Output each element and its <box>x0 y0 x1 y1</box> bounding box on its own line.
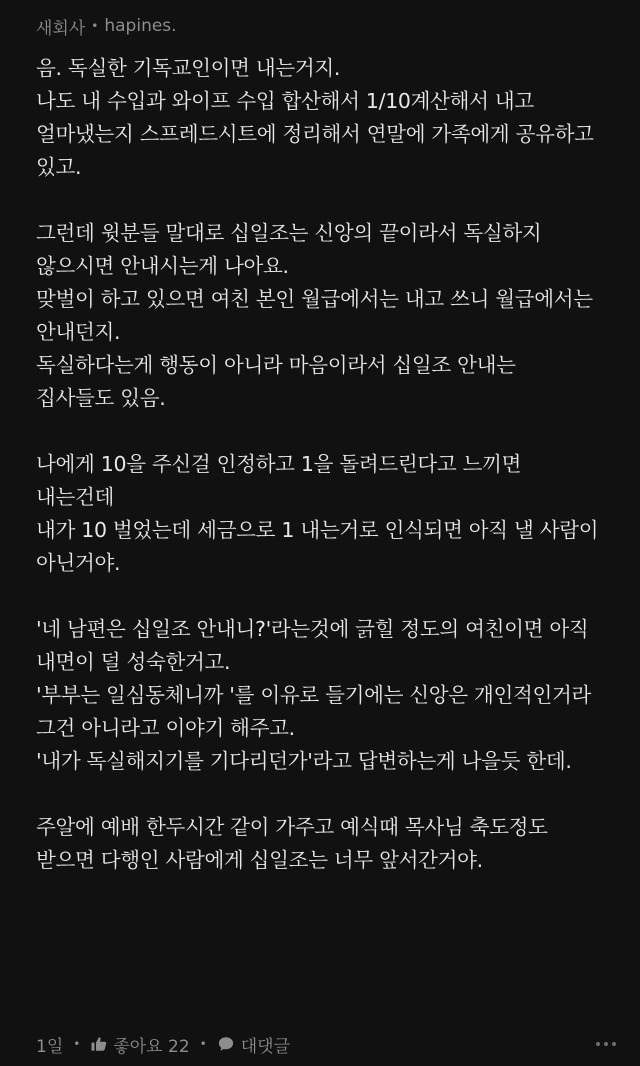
comment-line: 받으면 다행인 사람에게 십일조는 너무 앞서간거야. <box>36 848 483 872</box>
comment-line: '네 남편은 십일조 안내니?'라는것에 긁힐 정도의 여친이면 아직 <box>36 617 589 641</box>
comment-line: 그건 아니라고 이야기 해주고. <box>36 716 295 740</box>
comment-line: 맞벌이 하고 있으면 여친 본인 월급에서는 내고 쓰니 월급에서는 <box>36 287 593 311</box>
comment-line: 그런데 윗분들 말대로 십일조는 신앙의 끝이라서 독실하지 <box>36 221 542 245</box>
paragraph-gap <box>36 415 626 448</box>
comment-line: 나에게 10을 주신걸 인정하고 1을 돌려드린다고 느끼면 <box>36 452 522 476</box>
comment-line: 주알에 예배 한두시간 같이 가주고 예식때 목사님 축도정도 <box>36 815 548 839</box>
comment-line: 내는건데 <box>36 485 115 509</box>
author-company[interactable]: 새회사 <box>36 18 86 39</box>
author-name[interactable]: hapines. <box>104 16 177 36</box>
separator-dot: • <box>73 1037 81 1051</box>
thumbs-up-icon <box>90 1035 108 1053</box>
speech-bubble-icon <box>217 1035 235 1053</box>
dot <box>604 1042 608 1046</box>
comment-line: '내가 독실해지기를 기다리던가'라고 답변하는게 나을듯 한데. <box>36 749 572 773</box>
comment-line: 집사들도 있음. <box>36 386 166 410</box>
like-button[interactable] <box>90 1032 189 1057</box>
comment-line: 않으시면 안내시는게 나아요. <box>36 254 289 278</box>
dot <box>612 1042 616 1046</box>
comment-line: 안내던지. <box>36 320 121 344</box>
reply-label: 대댓글 <box>240 1036 290 1057</box>
reply-button[interactable] <box>217 1032 290 1057</box>
comment-body <box>36 52 626 877</box>
paragraph-gap <box>36 778 626 811</box>
dot <box>596 1042 600 1046</box>
separator-dot: • <box>91 19 99 33</box>
comment-line: '부부는 일심동체니까 '를 이유로 들기에는 신앙은 개인적인거라 <box>36 683 592 707</box>
comment-line: 음. 독실한 기독교인이면 내는거지. <box>36 56 341 80</box>
comment-line: 아닌거야. <box>36 551 121 575</box>
comment-line: 독실하다는게 행동이 아니라 마음이라서 십일조 안내는 <box>36 353 516 377</box>
comment-line: 내가 10 벌었는데 세금으로 1 내는거로 인식되면 아직 낼 사람이 <box>36 518 599 542</box>
comment-footer <box>36 1030 616 1058</box>
like-label: 좋아요 22 <box>113 1036 190 1057</box>
more-dots-icon[interactable] <box>596 1030 616 1058</box>
comment-time: 1일 <box>36 1036 64 1057</box>
paragraph-gap <box>36 580 626 613</box>
paragraph-gap <box>36 184 626 217</box>
comment-line: 내면이 덜 성숙한거고. <box>36 650 231 674</box>
separator-dot: • <box>199 1037 207 1051</box>
comment-header <box>36 12 177 40</box>
comment-line: 얼마냈는지 스프레드시트에 정리해서 연말에 가족에게 공유하고 <box>36 122 594 146</box>
comment-line: 있고. <box>36 155 82 179</box>
comment-line: 나도 내 수입과 와이프 수입 합산해서 1/10계산해서 내고 <box>36 89 534 113</box>
